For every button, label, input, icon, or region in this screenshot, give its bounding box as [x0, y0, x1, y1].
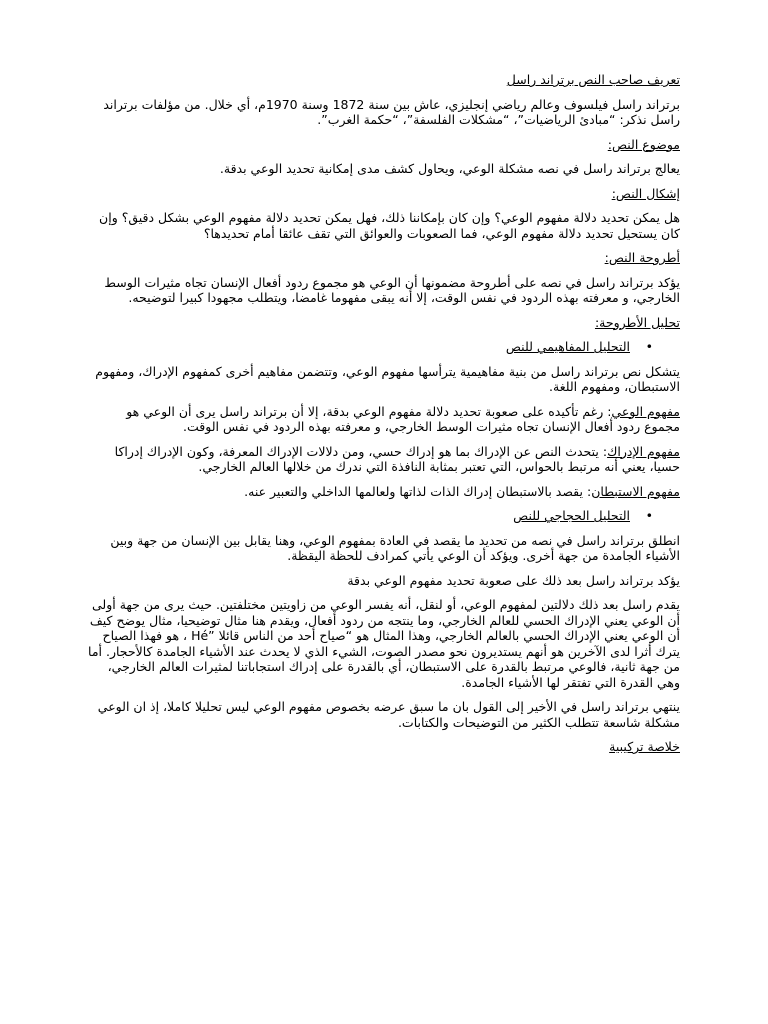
introspection-definition: : يقصد بالاستبطان إدراك الذات لذاتها ولعالمها الداخلي والتعبير عنه. — [244, 483, 592, 499]
bullet-icon: • — [645, 508, 653, 523]
synthesis-heading: خلاصة تركيبية — [609, 739, 680, 754]
argument-paragraph-1: انطلق برتراند راسل في نصه من تحديد ما يقصد في العادة بمفهوم الوعي، وهنا يقابل بين الإنسان من جهة وبين الأشياء الجامدة من جهة أخرى. ويؤكد أن الوعي يأتي كمرادف للحظة اليقظة. — [110, 532, 680, 563]
topic-paragraph: يعالج برتراند راسل في نصه مشكلة الوعي، ويحاول كشف مدى إمكانية تحديد الوعي بدقة. — [219, 161, 680, 176]
thesis-heading: أطروحة النص: — [604, 250, 680, 265]
conceptual-analysis-label: التحليل المفاهيمي للنص — [505, 339, 630, 354]
introspection-paragraph — [88, 484, 680, 500]
argumentative-analysis-label: التحليل الحجاجي للنص — [513, 508, 630, 523]
conceptual-analysis-bullet — [88, 339, 680, 355]
argument-paragraph-2: يؤكد برتراند راسل بعد ذلك على صعوبة تحديد مفهوم الوعي بدقة — [347, 572, 680, 588]
argumentative-analysis-bullet — [88, 508, 680, 524]
problem-heading: إشكال النص: — [611, 185, 680, 201]
consciousness-definition: : رغم تأكيده على صعوبة تحديد دلالة مفهوم الوعي بدقة، إلا أن برتراند راسل يرى أن الوعي هو مجموع ردود أفعال الإنسان تجاه مثيرات الوسط الخارجي، و معرفته بهذه الردود في نفس الوقت. — [126, 403, 680, 434]
thesis-paragraph: يؤكد برتراند راسل في نصه على أطروحة مضمونها أن الوعي هو مجموع ردود أفعال الإنسان تجاه مثيرات الوسط الخارجي، و معرفته بهذه الردود في نفس الوقت، إلا أنه يبقى مفهوما غامضا، ويتطلب مجهودا كبيرا لتوضيحه. — [104, 274, 680, 305]
consciousness-term: مفهوم الوعي — [611, 403, 680, 419]
intro-paragraph: برتراند راسل فيلسوف وعالم رياضي إنجليزي، عاش بين سنة 1872 وسنة 1970م، أي خلال. من مؤلفات برتراند راسل نذكر: “مبادئ الرياضيات”، “مشكلات الفلسفة”، “حكمة الغرب”. — [103, 96, 680, 127]
bullet-icon: • — [645, 339, 653, 354]
document-title: تعريف صاحب النص برتراند راسل — [506, 72, 680, 87]
perception-paragraph — [88, 444, 680, 475]
argument-paragraph-4: ينتهي برتراند راسل في الأخير إلى القول بان ما سبق عرضه بخصوص مفهوم الوعي ليس تحليلا كاملا، إذ ان الوعي مشكلة شاسعة تتطلب الكثير من التوضيحات والكتابات. — [97, 699, 680, 730]
argument-paragraph-3: يقدم راسل بعد ذلك دلالتين لمفهوم الوعي، أو لنقل، أنه يفسر الوعي من زاويتين مختلفتين. حيث يرى من جهة أولى أن الوعي يعني الإدراك الحسي للعالم الخارجي، وما ينتجه من ردود أفعال، ويقدم هنا مثال توضيحيا، مثال يوضح كيف أن الوعي يعني الإدراك الحسي بالعالم الخارجي، وهذا المثال هو “صياح أحد من الناس قائلا ”Hé ، هو فهذا الصياح يترك أثرا لدى الآخرين هو أنهم يستديرون نحو مصدر الصوت، الشيء الذي لا يحدث عند الأشياء الجامدة كالأحجار. أما من جهة ثانية، فالوعي مرتبط بالقدرة على الاستبطان، أي بالقدرة على إدراك استجاباتنا لمثيرات العالم الخارجي، وهي القدرة التي تفتقر لها الأشياء الجامدة. — [88, 597, 680, 690]
document-page — [88, 72, 680, 764]
problem-paragraph: هل يمكن تحديد دلالة مفهوم الوعي؟ وإن كان بإمكاننا ذلك، فهل يمكن تحديد دلالة مفهوم الوعي بشكل دقيق؟ وإن كان يستحيل تحديد دلالة مفهوم الوعي، فما الصعوبات والعوائق التي تقف عائقا أمام تحديدها؟ — [99, 210, 680, 241]
conceptual-intro-paragraph: يتشكل نص برتراند راسل من بنية مفاهيمية يترأسها مفهوم الوعي، وتتضمن مفاهيم أخرى كمفهوم الإدراك، ومفهوم الاستبطان، ومفهوم اللغة. — [95, 363, 680, 394]
perception-term: مفهوم الإدراك — [607, 443, 680, 459]
topic-heading: موضوع النص: — [607, 136, 680, 152]
perception-definition: : يتحدث النص عن الإدراك بما هو إدراك حسي، ومن دلالات الإدراك المعرفة، وكون الإدراك إدراكا حسيا، يعني أنه مرتبط بالحواس، التي تعتبر بمثابة النافذة التي ندرك من خلالها العالم الخارجي. — [114, 443, 680, 474]
consciousness-paragraph — [88, 404, 680, 435]
introspection-term: مفهوم الاستبطان — [591, 483, 680, 499]
analysis-heading: تحليل الأطروحة: — [594, 314, 680, 330]
